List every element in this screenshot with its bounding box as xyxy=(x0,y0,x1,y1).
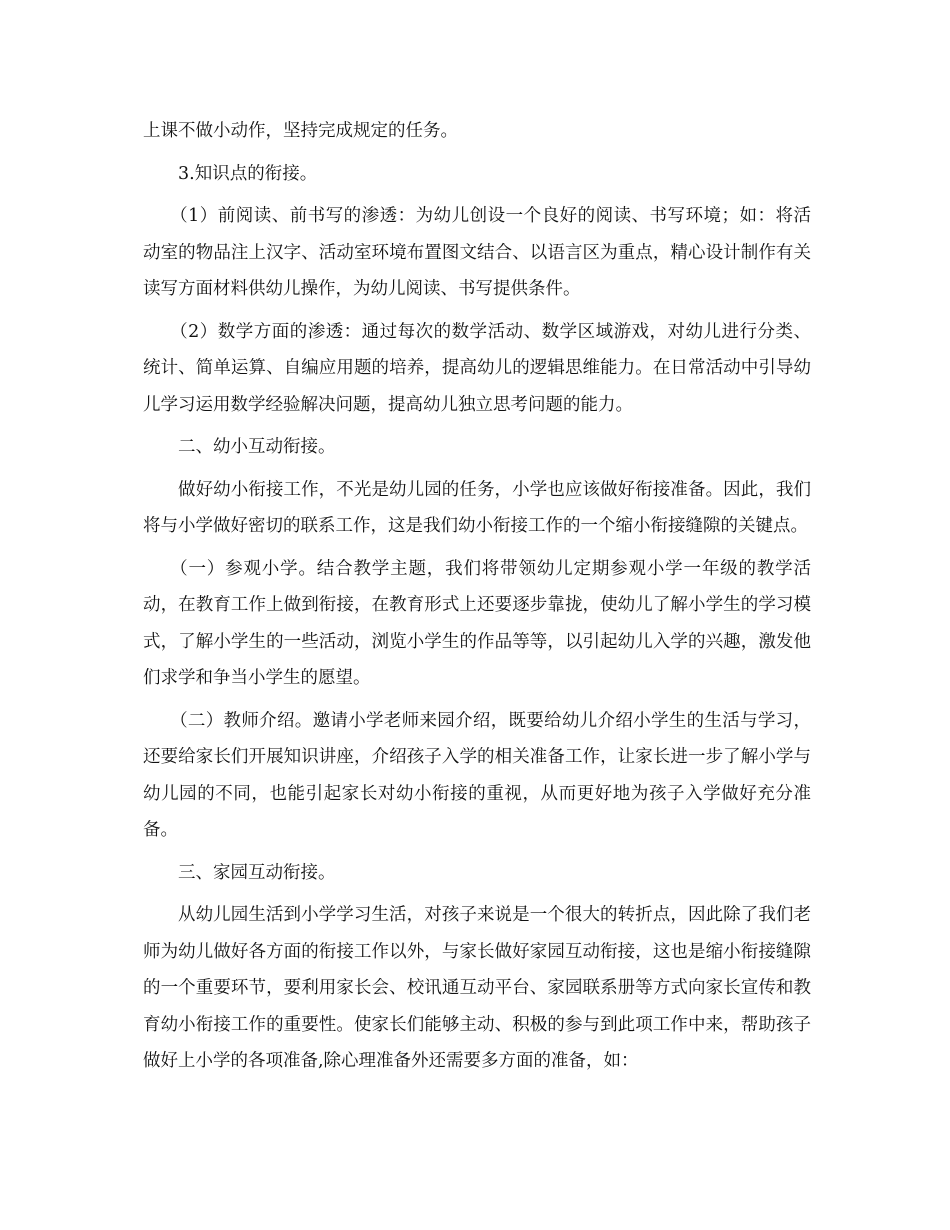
paragraph-pre-reading-writing: （1）前阅读、前书写的渗透：为幼儿创设一个良好的阅读、书写环境；如：将活动室的物品注上汉字、活动室环境布置图文结合、以语言区为重点，精心设计制作有关读写方面材料供幼儿操作，为幼儿阅读、书写提供条件。 xyxy=(143,206,811,299)
paragraph-continuation: 上课不做小动作，坚持完成规定的任务。 xyxy=(143,121,458,141)
heading-school-interaction: 二、幼小互动衔接。 xyxy=(178,437,336,457)
paragraph-teacher-introduction: （二）教师介绍。邀请小学老师来园介绍，既要给幼儿介绍小学生的生活与学习，还要给家长们开展知识讲座，介绍孩子入学的相关准备工作，让家长进一步了解小学与幼儿园的不同，也能引起家长对幼小衔接的重视，从而更好地为孩子入学做好充分准备。 xyxy=(143,710,811,840)
paragraph-visit-school: （一）参观小学。结合教学主题，我们将带领幼儿定期参观小学一年级的教学活动，在教育工作上做到衔接，在教育形式上还要逐步靠拢，使幼儿了解小学生的学习模式，了解小学生的一些活动，浏览小学生的作品等等，以引起幼儿入学的兴趣，激发他们求学和争当小学生的愿望。 xyxy=(143,558,811,688)
paragraph-home-cooperation: 从幼儿园生活到小学学习生活，对孩子来说是一个很大的转折点，因此除了我们老师为幼儿做好各方面的衔接工作以外，与家长做好家园互动衔接，这也是缩小衔接缝隙的一个重要环节，要利用家长会、校讯通互动平台、家园联系册等方式向家长宣传和教育幼小衔接工作的重要性。使家长们能够主动、积极的参与到此项工作中来，帮助孩子做好上小学的各项准备,除心理准备外还需要多方面的准备，如： xyxy=(143,905,811,1071)
paragraph-math-infiltration: （2）数学方面的渗透：通过每次的数学活动、数学区域游戏，对幼儿进行分类、统计、简单运算、自编应用题的培养，提高幼儿的逻辑思维能力。在日常活动中引导幼儿学习运用数学经验解决问题，提高幼儿独立思考问题的能力。 xyxy=(143,321,811,415)
paragraph-school-cooperation: 做好幼小衔接工作，不光是幼儿园的任务，小学也应该做好衔接准备。因此，我们将与小学做好密切的联系工作，这是我们幼小衔接工作的一个缩小衔接缝隙的关键点。 xyxy=(143,479,811,536)
heading-home-interaction: 三、家园互动衔接。 xyxy=(178,862,336,883)
heading-knowledge-connection: 3.知识点的衔接。 xyxy=(178,163,318,184)
document-body xyxy=(143,113,811,1086)
